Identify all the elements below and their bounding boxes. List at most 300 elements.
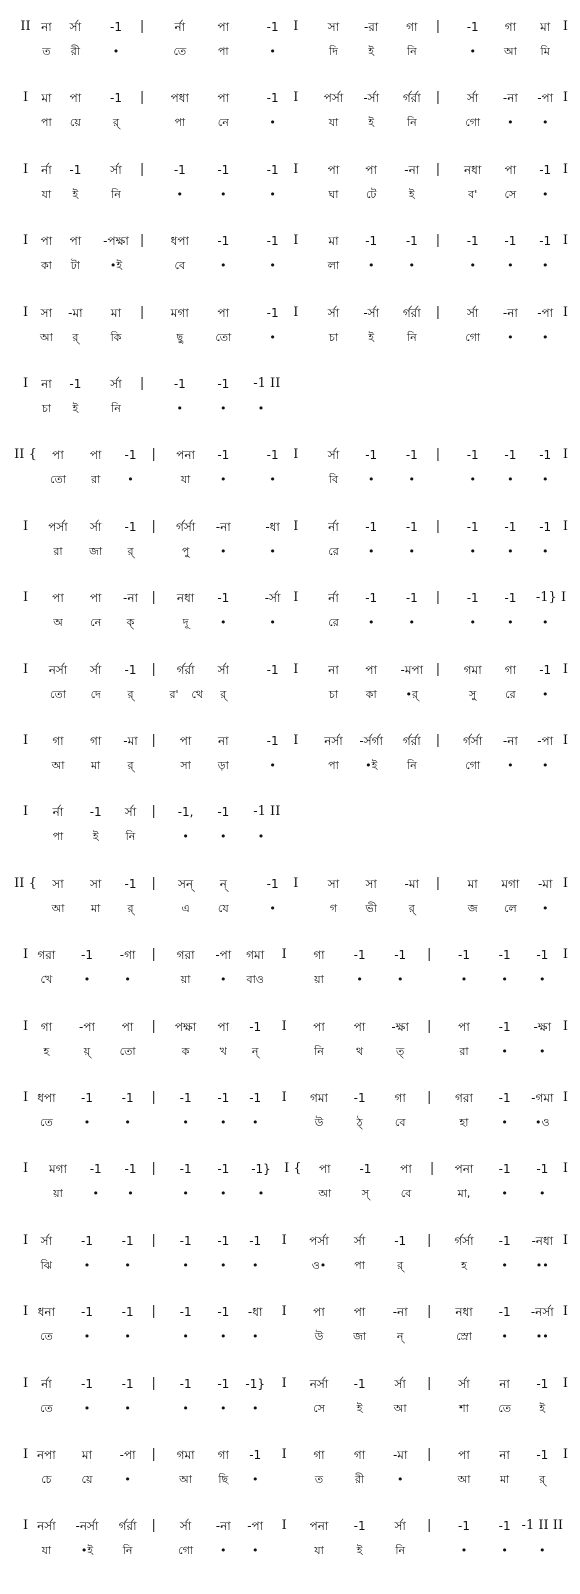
bar-mark: I [562,1304,569,1320]
lyric-syllable: সে [504,187,517,201]
swara-note: পা [179,734,192,748]
swara-note: গরা [455,1091,473,1105]
lyric-syllable: • [124,1401,131,1415]
swara-note: সন্ [178,876,194,891]
swara-note: -পা [215,948,232,963]
lyric-syllable: রে [505,687,516,701]
lyric-syllable: স্ [361,1187,370,1201]
lyric-syllable: •ও [535,1116,550,1129]
swara-note: পা [365,662,378,677]
swara-note: -1 [266,662,279,677]
lyric-syllable: ক [181,1044,190,1058]
lyric-syllable: খ [219,1044,227,1058]
lyric-syllable: • [367,259,375,273]
bar-mark: I [22,804,29,820]
lyric-syllable: সা [180,759,191,772]
lyric-syllable: গো [465,759,481,772]
lyric-syllable: বি [328,473,339,487]
swara-note: -1 [179,1305,192,1320]
lyric-syllable: আ [51,759,65,772]
lyric-syllable: • [176,402,184,415]
lyric-syllable: ও• [311,1258,327,1272]
lyric-syllable: • [83,1401,91,1415]
swara-note: র্গর্সা [175,519,196,534]
swara-note: সা [52,876,64,891]
swara-note: -1 [498,1019,511,1034]
lyric-syllable: রে [328,544,339,558]
swara-note: -1 [498,1091,511,1105]
swara-note: -1 [217,377,230,391]
swara-note: -না [502,734,518,748]
lyric-syllable: য়া [180,973,191,987]
lyric-syllable: •• [535,1330,549,1344]
lyric-syllable: পা [354,1258,365,1272]
swara-note: -1 [458,1519,470,1534]
swara-note: পা [313,1305,325,1320]
notation-line [0,1162,580,1222]
lyric-syllable: ড়া [217,759,229,772]
lyric-syllable: র্ [112,116,120,130]
lyric-syllable: • [251,1401,259,1415]
lyric-syllable: গো [178,1544,194,1558]
lyric-syllable: মি [540,45,550,58]
lyric-syllable: • [501,1187,508,1201]
lyric-syllable: জা [89,544,103,558]
bar-mark: | [151,1375,156,1391]
lyric-syllable: ই [72,187,79,201]
swara-note: -1 [173,377,186,391]
swara-note: পা [121,1019,134,1034]
swara-note: -1 [536,1448,549,1462]
lyric-syllable: তো [50,687,66,701]
swara-note: পা [504,162,517,177]
lyric-syllable: য়া [314,973,324,987]
swara-note: মা [328,234,339,249]
lyric-syllable: থ [356,1044,364,1058]
swara-note: -পা [537,734,554,748]
swara-note: -মপা [400,662,424,677]
lyric-syllable: • [220,1258,227,1272]
swara-note: -ক্ষা [391,1019,409,1034]
swara-note: নপা [36,1448,56,1462]
swara-note: পা [69,234,82,249]
lyric-syllable: • [257,402,265,415]
lyric-syllable: র্ [397,1258,404,1272]
lyric-syllable: • [367,616,375,630]
bar-mark: I [22,1090,29,1105]
lyric-syllable: সু [469,687,477,701]
swara-note: -1 [266,234,279,249]
bar-mark: | [151,661,156,677]
lyric-syllable: র্ [539,1473,546,1486]
lyric-syllable: • [539,1544,546,1558]
swara-note: গা [353,1448,366,1462]
lyric-syllable: • [541,330,549,344]
lyric-syllable: • [182,1116,189,1129]
bar-mark: I [281,1304,287,1320]
swara-note: -1 [110,20,122,34]
notation-line [0,948,580,1008]
lyric-syllable: • [507,116,514,130]
swara-note: -1 [81,948,93,963]
bar-mark: I [281,1375,287,1391]
lyric-syllable: আ [318,1187,332,1201]
lyric-syllable: • [220,1187,227,1201]
lyric-syllable: কা [365,687,377,701]
lyric-syllable: • [541,259,549,273]
lyric-syllable: মা [499,1473,510,1486]
lyric-syllable: যা [314,1544,324,1558]
notation-line [0,1448,580,1508]
lyric-syllable: ই [539,1401,546,1415]
lyric-syllable: • [469,473,476,487]
swara-note: -1 [249,1233,262,1248]
bar-mark: I [22,1232,29,1248]
lyric-syllable: • [127,1187,134,1201]
lyric-syllable: • [83,1258,91,1272]
swara-note: -1 [266,448,279,463]
lyric-syllable: • [396,973,404,987]
lyric-syllable: রা [459,1044,469,1058]
bar-mark: | [151,590,156,606]
lyric-syllable: নি [406,116,417,130]
swara-note: পা [217,1019,230,1034]
bar-mark: | [435,161,441,177]
swara-note: পা [89,591,102,606]
swara-note: র্গর্সা [463,734,483,748]
bar-mark: I [562,1232,569,1248]
swara-note: -1 [217,448,230,463]
swara-note: -1 [217,1233,230,1248]
lyric-syllable: • [127,473,134,487]
bar-mark: I [22,661,29,677]
swara-note: মগা [170,305,189,320]
notation-line [0,234,580,294]
lyric-syllable: যা [180,473,191,487]
lyric-syllable: নে [90,616,102,630]
lyric-syllable: য়া [53,1187,63,1201]
swara-note: পর্সা [309,1233,329,1248]
swara-note: -1 [365,519,378,534]
swara-note: না [499,1376,510,1391]
lyric-syllable: • [541,544,549,558]
swara-note: নধা [464,162,482,177]
bar-mark: I [281,1018,287,1034]
lyric-syllable: দূ [182,616,189,630]
lyric-syllable: উ [314,1116,324,1129]
swara-note: গমা [246,948,265,963]
swara-note: -1} [245,1376,265,1391]
bar-mark: -1} I [535,590,567,606]
lyric-syllable: • [507,759,514,772]
lyric-syllable: • [251,1544,259,1558]
lyric-syllable: • [469,616,476,630]
bar-mark: I [562,1018,569,1034]
lyric-syllable: • [539,973,546,987]
lyric-syllable: • [501,973,508,987]
lyric-syllable: তে [498,1401,511,1415]
bar-mark: | [429,1161,435,1177]
lyric-syllable: • [269,544,276,558]
swara-note: -র্সা [363,91,380,106]
swara-note: পা [52,591,64,606]
bar-mark: I [293,518,299,534]
bar-mark: | [435,518,441,534]
lyric-syllable: • [269,759,276,772]
lyric-syllable: রী [354,1473,365,1486]
lyric-syllable: • [541,687,549,701]
lyric-syllable: •ই [365,759,378,772]
lyric-syllable: • [83,1330,91,1344]
lyric-syllable: গো [465,116,481,130]
lyric-syllable: • [541,473,549,487]
bar-mark: I [293,304,299,320]
lyric-syllable: থে [191,687,203,701]
swara-note: গা [504,20,517,34]
swara-note: র্গর্রা [402,305,421,320]
lyric-syllable: • [251,1116,259,1129]
lyric-syllable: তো [119,1044,136,1058]
swara-note: -না [502,91,518,106]
bar-mark: | [151,1304,156,1320]
lyric-syllable: • [257,830,265,844]
lyric-syllable: ত [42,45,51,58]
swara-note: গা [52,734,64,748]
lyric-syllable: • [507,544,514,558]
bar-mark: | [151,1447,156,1462]
lyric-syllable: যা [328,116,339,130]
swara-note: গমা [463,662,482,677]
bar-mark: I [22,1018,29,1034]
lyric-syllable: • [251,1330,259,1344]
bar-mark: | [151,518,156,534]
lyric-syllable: ঠ্ [356,1116,363,1129]
swara-note: মগা [501,876,520,891]
swara-note: -র্সা [264,591,281,606]
swara-note: -1 [121,1233,134,1248]
lyric-syllable: নে [217,116,229,130]
lyric-syllable: চা [41,402,51,415]
lyric-syllable: ই [368,116,375,130]
bar-mark: I [293,233,299,249]
bar-mark: | [435,90,441,106]
lyric-syllable: • [507,616,514,630]
swara-note: পনা [176,448,195,463]
lyric-syllable: • [83,973,91,987]
lyric-syllable: • [269,116,276,130]
bar-mark: | [139,376,145,391]
swara-note: নধা [455,1305,473,1320]
lyric-syllable: • [507,259,514,273]
bar-mark: I [22,518,29,534]
lyric-syllable: ব' [468,187,478,201]
swara-note: র্না [41,1376,52,1391]
lyric-syllable: • [220,830,227,844]
swara-note: -1 [365,591,378,606]
swara-note: -1 [81,1376,93,1391]
swara-note: -1 [217,1376,230,1391]
lyric-syllable: আ [503,45,517,58]
notation-line [0,663,580,723]
lyric-syllable: লে [504,901,517,915]
swara-note: -1 [394,948,407,963]
swara-note: -1 [124,662,137,677]
swara-note: নর্সা [324,734,343,748]
lyric-syllable: • [539,1187,546,1201]
lyric-syllable: • [220,259,227,273]
bar-mark: | [151,875,156,891]
bar-mark: | [151,804,156,820]
swara-note: -1 [405,234,418,249]
bar-mark: II { [14,875,37,891]
lyric-syllable: আ [39,330,53,344]
lyric-syllable: ই [368,330,375,344]
lyric-syllable: • [220,473,227,487]
lyric-syllable: চে [41,1473,52,1486]
lyric-syllable: • [220,187,227,201]
swara-note: নর্সা [37,1519,56,1534]
lyric-syllable: র্ [127,687,134,701]
swara-note: ধনা [37,1305,56,1320]
swara-note: পা [318,1162,331,1177]
lyric-syllable: মা [91,759,101,772]
lyric-syllable: ই [356,1401,363,1415]
bar-mark: I [562,19,569,34]
notation-line [0,20,580,80]
swara-note: র্সা [353,1233,366,1248]
lyric-syllable: • [220,402,227,415]
lyric-syllable: নি [406,759,417,772]
swara-note: গমা [176,1448,195,1462]
swara-note: র্গর্রা [118,1519,137,1534]
swara-note: নর্সা [48,662,68,677]
bar-mark: | [151,1090,156,1105]
lyric-syllable: পা [41,116,52,130]
swara-note: -না [215,1519,231,1534]
notation-line [0,734,580,794]
swara-note: -1 [124,1162,137,1177]
swara-note: -1 [466,519,479,534]
lyric-syllable: • [460,1544,468,1558]
lyric-syllable: র' [169,687,179,701]
bar-mark: I [293,90,299,106]
swara-note: মা [467,876,478,891]
bar-mark: II [20,19,31,34]
swara-note: -1 [217,1162,230,1177]
swara-note: -1 [539,162,552,177]
lyric-syllable: ই [356,1544,363,1558]
lyric-syllable: তে [40,1401,53,1415]
bar-mark: | [435,661,441,677]
swara-note: পা [69,91,82,106]
lyric-syllable: •ই [109,259,123,273]
swara-note: র্সা [110,377,122,391]
lyric-syllable: র্ [408,901,415,915]
swara-note: -1 [536,1162,549,1177]
notation-line [0,805,580,865]
notation-line [0,1377,580,1437]
lyric-syllable: আ [457,1473,471,1486]
swara-note: -পা [537,91,554,106]
lyric-syllable: মা, [457,1187,471,1201]
lyric-syllable: ভী [365,901,377,915]
lyric-syllable: • [220,544,227,558]
swara-note: -1 [179,1233,192,1248]
lyric-syllable: • [124,1116,131,1129]
swara-note: -1 [217,805,230,820]
swara-note: -1 [536,948,549,963]
swara-note: -1 [539,519,552,534]
swara-note: সা [40,305,53,320]
swara-note: -1 [458,948,470,963]
bar-mark: | [426,1375,432,1391]
lyric-syllable: বাও [246,973,264,987]
lyric-syllable: নি [395,1544,406,1558]
swara-note: -পা [537,305,554,320]
lyric-syllable: জা [353,1330,367,1344]
lyric-syllable: • [220,1544,227,1558]
swara-note: -1 [266,734,279,748]
swara-note: নর্সা [309,1376,329,1391]
swara-note: -1 [394,1233,407,1248]
lyric-syllable: • [220,1330,227,1344]
lyric-syllable: পা [174,116,186,130]
swara-note: -1 [266,876,279,891]
bar-mark: | [139,161,145,177]
swara-note: র্সা [327,305,340,320]
bar-mark: | [435,304,441,320]
swara-note: পা [52,448,64,463]
lyric-syllable: য়্ [83,1044,91,1058]
swara-note: র্না [328,519,339,534]
lyric-syllable: কা [40,259,52,273]
lyric-syllable: • [469,544,476,558]
lyric-syllable: অ [53,616,63,630]
lyric-syllable: বে [174,259,186,273]
swara-note: -না [502,305,518,320]
swara-note: -1 [359,1162,372,1177]
swara-note: -1 [173,162,186,177]
swara-note: -1 [121,1376,134,1391]
bar-mark: I [22,90,29,106]
lyric-syllable: তো [50,473,66,487]
lyric-syllable: • [92,1187,99,1201]
swara-note: পা [458,1448,470,1462]
lyric-syllable: •র্ [405,687,419,701]
lyric-syllable: • [501,1044,508,1058]
bar-mark: I [22,590,29,606]
lyric-syllable: • [220,973,227,987]
lyric-syllable: ই [368,45,375,58]
bar-mark: | [435,19,441,34]
swara-note: পা [313,1019,325,1034]
swara-note: পর্সা [323,91,344,106]
bar-mark: | [139,90,145,106]
swara-note: র্সা [89,519,102,534]
bar-mark: I [562,447,569,463]
lyric-syllable: • [124,1258,131,1272]
lyric-syllable: • [182,830,189,844]
lyric-syllable: • [269,259,276,273]
swara-note: না [217,734,229,748]
bar-mark: | [151,447,156,463]
bar-mark: | [151,733,156,748]
notation-line [0,163,580,223]
lyric-syllable: • [469,259,476,273]
bar-mark: I [562,733,569,748]
swara-note: -1 [217,1305,230,1320]
swara-note: -1 [498,1233,511,1248]
